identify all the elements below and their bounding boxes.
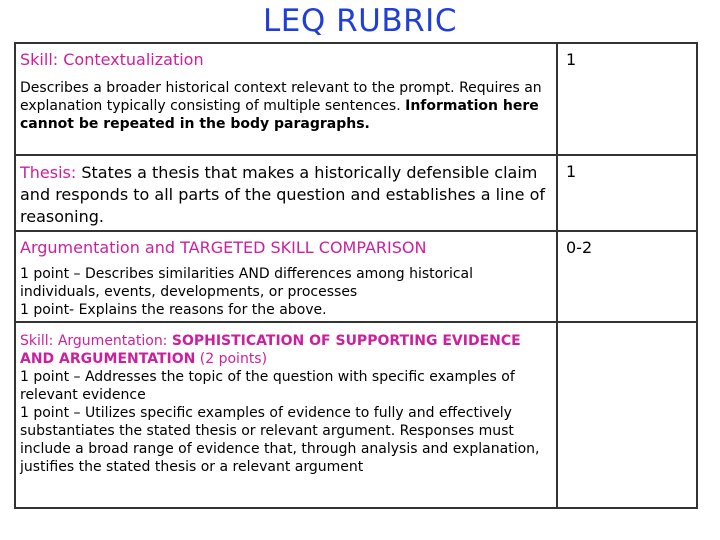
page-title: LEQ RUBRIC xyxy=(263,3,457,39)
criterion-cell xyxy=(15,43,557,155)
description-emphasis: Information here cannot be repeated in the body paragraphs. xyxy=(20,98,539,132)
rubric-row-comparison xyxy=(15,231,697,322)
criterion-heading xyxy=(20,332,552,368)
heading-emphasis: SOPHISTICATION OF SUPPORTING EVIDENCE AND ARGUMENTATION xyxy=(20,333,521,367)
description-text: Describes a broader historical context relevant to the prompt. Requires an explanation typically consisting of multiple sentences. xyxy=(20,80,542,114)
criterion-point: 1 point – Utilizes specific examples of evidence to fully and effectively substantiates the stated thesis or relevant argument. Responses must include a broad range of evidence that, through analysis and explanation, justifies the stated thesis or a relevant argument xyxy=(20,405,540,475)
rubric-row-thesis xyxy=(15,155,697,231)
criterion-heading: Argumentation and TARGETED SKILL COMPARISON xyxy=(20,238,427,257)
criterion-description xyxy=(20,162,552,228)
criterion-heading: Skill: Contextualization xyxy=(20,50,204,69)
description-text: States a thesis that makes a historically defensible claim and responds to all parts of the question and establishes a line of reasoning. xyxy=(20,163,545,226)
score-cell: 1 xyxy=(557,155,697,231)
rubric-row-contextualization xyxy=(15,43,697,155)
criterion-cell xyxy=(15,155,557,231)
criterion-point: 1 point- Explains the reasons for the above. xyxy=(20,302,327,318)
heading-suffix: (2 points) xyxy=(199,351,268,367)
criterion-point: 1 point – Addresses the topic of the question with specific examples of relevant evidence xyxy=(20,369,515,403)
score-cell: 0-2 xyxy=(557,231,697,322)
score-cell: 1 xyxy=(557,43,697,155)
score-cell xyxy=(557,322,697,508)
rubric-row-sophistication xyxy=(15,322,697,508)
criterion-cell xyxy=(15,322,557,508)
criterion-point: 1 point – Describes similarities AND differences among historical individuals, events, developments, or processes xyxy=(20,266,474,300)
rubric-table xyxy=(14,42,698,509)
heading-label: Skill: Argumentation: xyxy=(20,333,168,349)
criterion-heading: Thesis: xyxy=(20,163,77,182)
criterion-description xyxy=(20,79,552,133)
criterion-cell xyxy=(15,231,557,322)
